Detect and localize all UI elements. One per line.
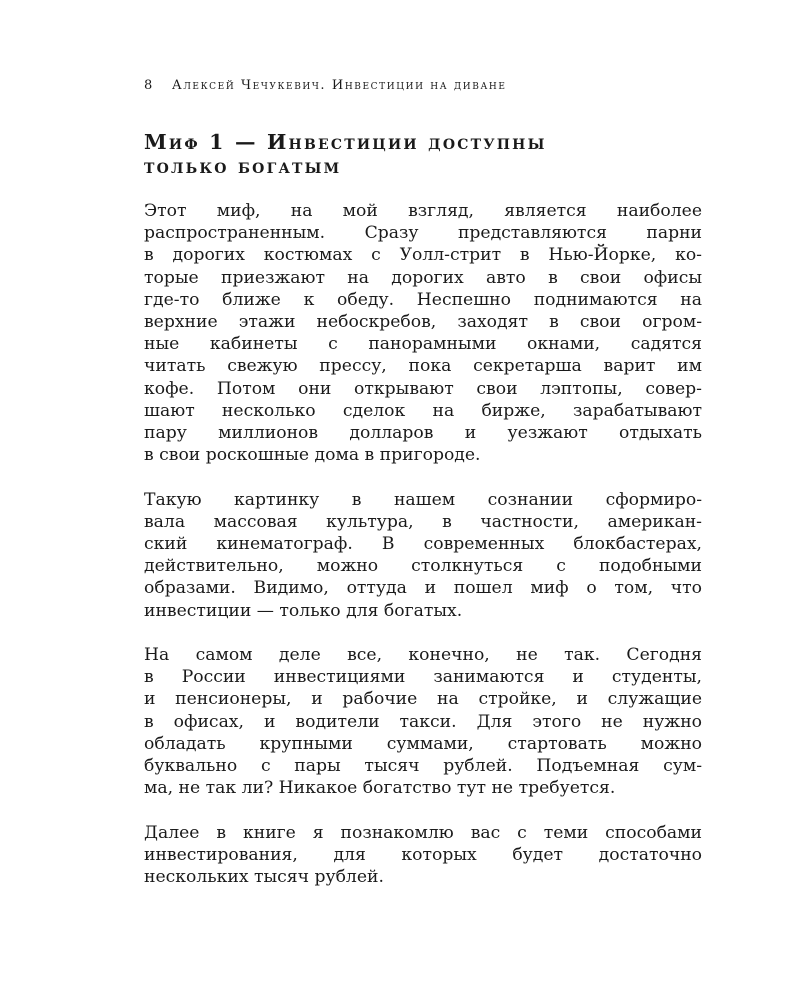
text-line: буквально с пары тысяч рублей. Подъемная сум- (144, 756, 702, 777)
text-line: Далее в книге я познакомлю вас с теми способами (144, 822, 702, 843)
text-line: обладать крупными суммами, стартовать можно (144, 733, 702, 754)
text-line: шают несколько сделок на бирже, зарабатывают (144, 400, 702, 421)
chapter-title-line: только богатым (144, 154, 342, 178)
text-line: где-то ближе к обеду. Неспешно поднимаются на (144, 289, 702, 310)
paragraph-4 (144, 822, 702, 889)
text-line: нескольких тысяч рублей. (144, 867, 384, 888)
text-line: кофе. Потом они открывают свои лэптопы, совер- (144, 378, 702, 399)
chapter-title-line: Миф 1 — Инвестиции доступны (144, 130, 547, 154)
paragraph-2 (144, 489, 702, 622)
paragraph-1 (144, 200, 702, 466)
text-line: На самом деле все, конечно, не так. Сегодня (144, 645, 702, 666)
page-number: 8 (144, 78, 154, 93)
text-line: в дорогих костюмах с Уолл-стрит в Нью-Йорке, ко- (144, 245, 702, 266)
text-line: вала массовая культура, в частности, американ- (144, 511, 702, 532)
body-text (144, 200, 702, 910)
text-line: действительно, можно столкнуться с подобными (144, 556, 702, 577)
text-line: распространенным. Сразу представляются парни (144, 223, 702, 244)
text-line: торые приезжают на дорогих авто в свои офисы (144, 267, 702, 288)
text-line: читать свежую прессу, пока секретарша варит им (144, 356, 702, 377)
text-line: в офисах, и водители такси. Для этого не нужно (144, 711, 702, 732)
text-line: ма, не так ли? Никакое богатство тут не требуется. (144, 778, 616, 799)
text-line: ные кабинеты с панорамными окнами, садятся (144, 334, 702, 355)
chapter-title (144, 130, 704, 178)
text-line: ский кинематограф. В современных блокбастерах, (144, 534, 702, 555)
running-title: Алексей Чечукевич. Инвестиции на диване (171, 78, 507, 93)
text-line: верхние этажи небоскребов, заходят в свои огром- (144, 312, 702, 333)
text-line: Этот миф, на мой взгляд, является наиболее (144, 201, 702, 221)
text-line: образами. Видимо, оттуда и пошел миф о том, что (144, 578, 702, 599)
paragraph-3 (144, 644, 702, 799)
text-line: инвестиции — только для богатых. (144, 600, 463, 621)
text-line: инвестирования, для которых будет достаточно (144, 844, 702, 865)
text-line: в свои роскошные дома в пригороде. (144, 445, 481, 466)
text-line: Такую картинку в нашем сознании сформиро- (144, 489, 702, 510)
text-line: в России инвестициями занимаются и студенты, (144, 667, 702, 688)
text-line: и пенсионеры, и рабочие на стройке, и служащие (144, 689, 702, 710)
running-header (144, 78, 704, 93)
text-line: пару миллионов долларов и уезжают отдыхать (144, 423, 702, 444)
